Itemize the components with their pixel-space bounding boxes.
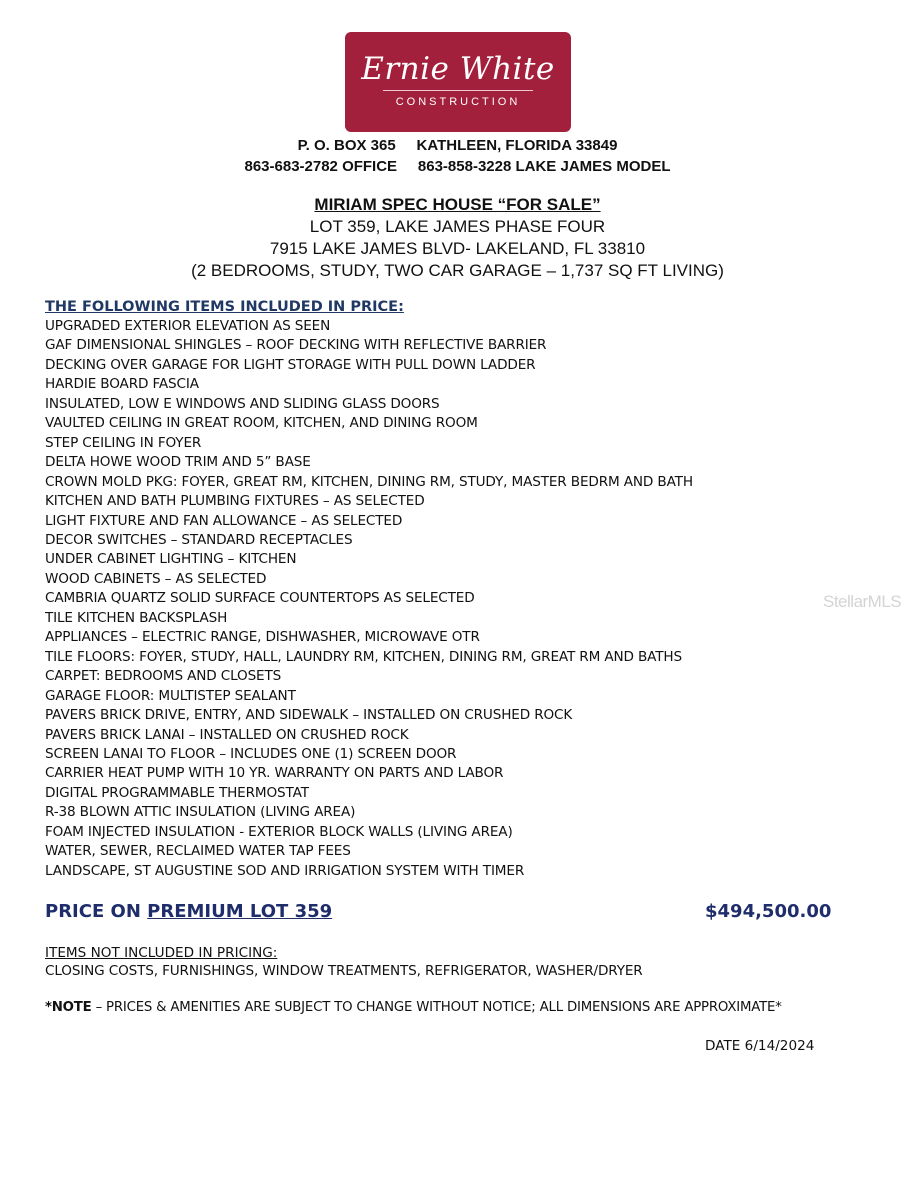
not-included-text: CLOSING COSTS, FURNISHINGS, WINDOW TREATMENTS, REFRIGERATOR, WASHER/DRYER [45,963,643,979]
list-item: TILE KITCHEN BACKSPLASH [45,609,228,626]
note-text: – PRICES & AMENITIES ARE SUBJECT TO CHANGE WITHOUT NOTICE; ALL DIMENSIONS ARE APPROXIMATE* [91,1000,782,1015]
list-item: UNDER CABINET LIGHTING – KITCHEN [45,551,297,568]
listing-summary: (2 BEDROOMS, STUDY, TWO CAR GARAGE – 1,737 SQ FT LIVING) [191,261,724,280]
price-lot: PREMIUM LOT 359 [147,901,333,922]
disclaimer-note [45,999,782,1017]
logo-subtitle: CONSTRUCTION [395,96,521,108]
list-item: FOAM INJECTED INSULATION - EXTERIOR BLOCK WALLS (LIVING AREA) [45,823,513,840]
list-item: DELTA HOWE WOOD TRIM AND 5” BASE [45,454,311,471]
listing-title [0,194,915,216]
list-item: LIGHT FIXTURE AND FAN ALLOWANCE – AS SELECTED [45,512,403,529]
list-item: LANDSCAPE, ST AUGUSTINE SOD AND IRRIGATION SYSTEM WITH TIMER [45,862,525,879]
list-item: CARRIER HEAT PUMP WITH 10 YR. WARRANTY ON PARTS AND LABOR [45,765,504,782]
list-item: DECKING OVER GARAGE FOR LIGHT STORAGE WITH PULL DOWN LADDER [45,356,536,373]
included-heading: THE FOLLOWING ITEMS INCLUDED IN PRICE: [45,299,404,315]
list-item: TILE FLOORS: FOYER, STUDY, HALL, LAUNDRY RM, KITCHEN, DINING RM, GREAT RM AND BATHS [45,648,682,665]
list-item: CARPET: BEDROOMS AND CLOSETS [45,668,282,685]
price-label [45,900,332,924]
list-item: HARDIE BOARD FASCIA [45,376,199,393]
listing-title-text: MIRIAM SPEC HOUSE “FOR SALE” [314,195,601,214]
list-item: DIGITAL PROGRAMMABLE THERMOSTAT [45,784,309,801]
note-label: *NOTE [45,1000,92,1015]
price-label-text: PRICE ON [45,901,148,922]
document-date: DATE 6/14/2024 [705,1038,815,1054]
list-item: VAULTED CEILING IN GREAT ROOM, KITCHEN, AND DINING ROOM [45,415,478,432]
listing-lot: LOT 359, LAKE JAMES PHASE FOUR [309,217,606,236]
list-item: R-38 BLOWN ATTIC INSULATION (LIVING AREA) [45,804,356,821]
not-included-heading: ITEMS NOT INCLUDED IN PRICING: [45,945,278,961]
contact-phones: 863-683-2782 OFFICE 863-858-3228 LAKE JAMES MODEL [244,158,671,175]
list-item: INSULATED, LOW E WINDOWS AND SLIDING GLASS DOORS [45,395,440,412]
list-item: DECOR SWITCHES – STANDARD RECEPTACLES [45,531,353,548]
list-item: PAVERS BRICK LANAI – INSTALLED ON CRUSHED ROCK [45,726,409,743]
list-item: KITCHEN AND BATH PLUMBING FIXTURES – AS SELECTED [45,493,425,510]
list-item: STEP CEILING IN FOYER [45,434,202,451]
listing-address: 7915 LAKE JAMES BLVD- LAKELAND, FL 33810 [269,239,646,258]
mls-watermark: StellarMLS [823,592,902,611]
logo-name: Ernie White [361,51,555,87]
price-amount: $494,500.00 [705,901,832,922]
list-item: GAF DIMENSIONAL SHINGLES – ROOF DECKING WITH REFLECTIVE BARRIER [45,337,547,354]
list-item: UPGRADED EXTERIOR ELEVATION AS SEEN [45,318,331,334]
list-item: CROWN MOLD PKG: FOYER, GREAT RM, KITCHEN, DINING RM, STUDY, MASTER BEDRM AND BATH [45,473,693,490]
included-items-list [45,317,693,881]
list-item: GARAGE FLOOR: MULTISTEP SEALANT [45,687,296,704]
logo-divider [383,90,533,91]
list-item: CAMBRIA QUARTZ SOLID SURFACE COUNTERTOPS AS SELECTED [45,590,475,607]
list-item: WOOD CABINETS – AS SELECTED [45,570,267,587]
company-logo [345,32,571,132]
list-item: WATER, SEWER, RECLAIMED WATER TAP FEES [45,843,351,860]
list-item: SCREEN LANAI TO FLOOR – INCLUDES ONE (1) SCREEN DOOR [45,745,457,762]
contact-address: P. O. BOX 365 KATHLEEN, FLORIDA 33849 [297,137,618,154]
list-item: PAVERS BRICK DRIVE, ENTRY, AND SIDEWALK – INSTALLED ON CRUSHED ROCK [45,707,573,724]
list-item: APPLIANCES – ELECTRIC RANGE, DISHWASHER, MICROWAVE OTR [45,629,480,646]
